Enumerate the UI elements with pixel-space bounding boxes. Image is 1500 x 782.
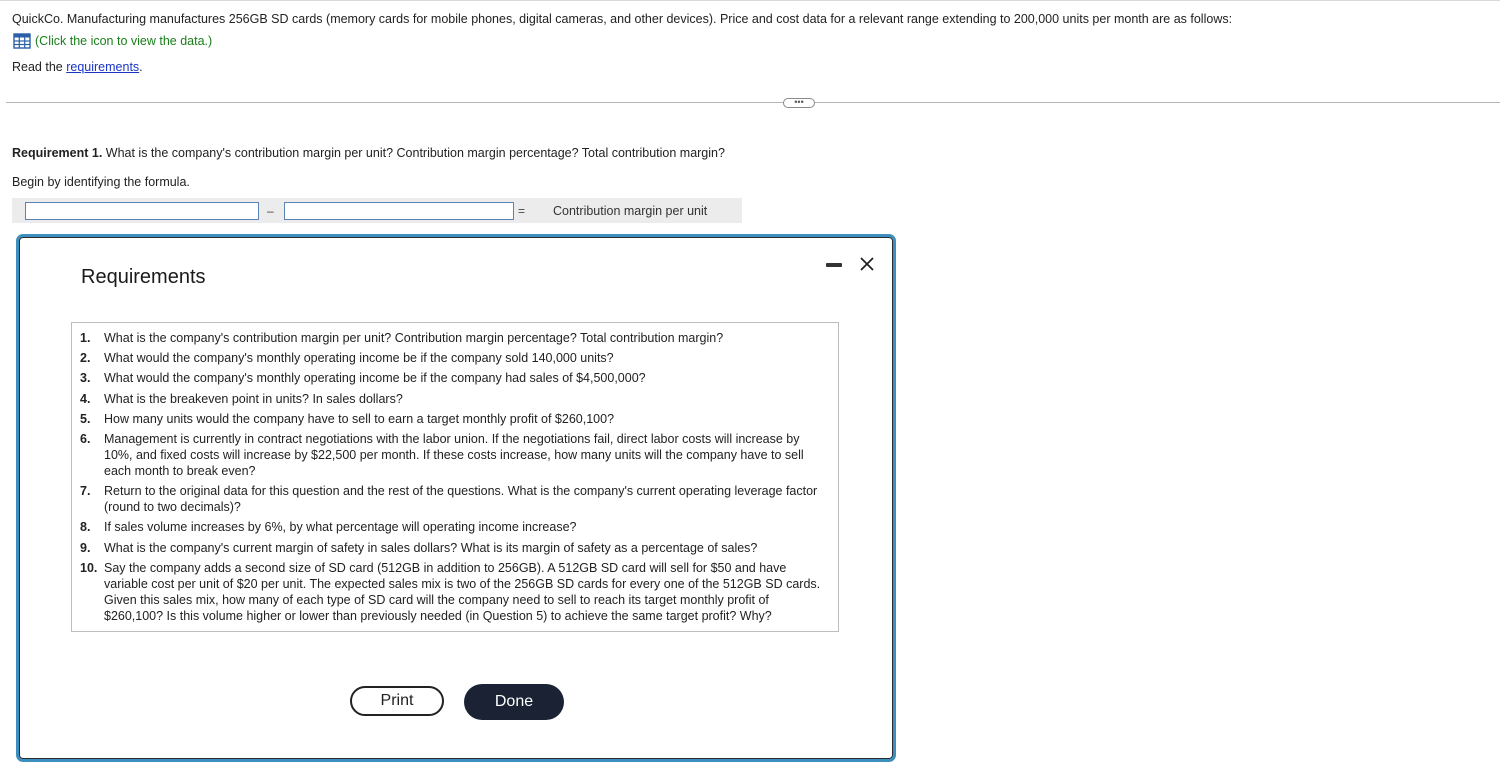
begin-instruction: Begin by identifying the formula. <box>12 175 190 189</box>
equals-operator: = <box>518 204 526 218</box>
requirement-number: 7. <box>80 484 91 499</box>
requirement-text: If sales volume increases by 6%, by what percentage will operating income increase? <box>104 520 577 535</box>
intro-text: QuickCo. Manufacturing manufactures 256GB SD cards (memory cards for mobile phones, digital cameras, and other devices). Price and cost data for a relevant range extending to 200,000 units per month are as follows: <box>12 12 1233 26</box>
requirement-text: What is the breakeven point in units? In sales dollars? <box>104 391 403 406</box>
requirement-number: 2. <box>80 351 91 366</box>
minus-operator: – <box>267 204 274 218</box>
requirement-text: Return to the original data for this question and the rest of the questions. What is the company's current operating leverage factor (round to two decimals)? <box>104 484 818 515</box>
formula-result-label: Contribution margin per unit <box>553 204 708 218</box>
requirements-link[interactable]: requirements <box>66 60 140 74</box>
requirement-item <box>80 330 828 346</box>
view-data-link[interactable] <box>13 33 212 49</box>
close-icon[interactable] <box>859 255 875 273</box>
requirement-item <box>80 391 828 407</box>
requirement-number: 3. <box>80 371 91 386</box>
modal-title: Requirements <box>81 266 206 288</box>
requirements-modal <box>16 234 896 762</box>
section-divider <box>6 102 1500 103</box>
requirement-number: 6. <box>80 431 91 446</box>
requirement-item <box>80 540 828 556</box>
read-requirements-suffix: . <box>139 60 143 74</box>
requirement-number: 10. <box>80 560 98 575</box>
requirement-1-text: What is the company's contribution margin per unit? Contribution margin percentage? Total contribution margin? <box>102 146 725 160</box>
expand-collapse-button[interactable]: ••• <box>783 98 815 108</box>
formula-row <box>12 198 742 223</box>
requirement-item <box>80 560 828 624</box>
requirement-item <box>80 350 828 366</box>
read-requirements-prefix: Read the <box>12 60 67 74</box>
read-requirements <box>12 59 143 75</box>
view-data-label[interactable]: (Click the icon to view the data.) <box>35 34 213 48</box>
requirement-1-prompt <box>12 145 725 161</box>
requirement-1-label: Requirement 1. <box>12 146 103 160</box>
requirement-item <box>80 519 828 535</box>
requirement-number: 9. <box>80 540 91 555</box>
requirement-text: What would the company's monthly operating income be if the company had sales of $4,500,000? <box>104 371 646 386</box>
requirement-item <box>80 483 828 515</box>
table-grid-icon[interactable] <box>13 33 31 49</box>
print-button[interactable]: Print <box>350 686 444 716</box>
requirement-text: What would the company's monthly operating income be if the company sold 140,000 units? <box>104 351 614 366</box>
top-rule <box>0 0 1500 1</box>
requirement-item <box>80 431 828 479</box>
requirement-number: 4. <box>80 391 91 406</box>
formula-input-1[interactable] <box>25 202 259 220</box>
requirement-number: 1. <box>80 331 91 345</box>
requirement-number: 8. <box>80 520 91 535</box>
requirement-text: What is the company's current margin of safety in sales dollars? What is its margin of safety as a percentage of sales? <box>104 540 758 555</box>
requirement-item <box>80 411 828 427</box>
requirement-text: What is the company's contribution margin per unit? Contribution margin percentage? Total contribution margin? <box>104 331 724 345</box>
requirement-text: Say the company adds a second size of SD card (512GB in addition to 256GB). A 512GB SD card will sell for $50 and have variable cost per unit of $20 per unit. The expected sales mix is two of the 256GB SD cards for every one of the 512GB SD cards. Given this sales mix, how many of each type of SD card will the company need to sell to reach its target monthly profit of $260,100? Is this volume higher or lower than previously needed (in Question 5) to achieve the same target profit? Why? <box>104 560 821 623</box>
requirement-item <box>80 370 828 386</box>
requirement-text: How many units would the company have to sell to earn a target monthly profit of $260,100? <box>104 411 615 426</box>
requirements-list-box <box>71 322 839 632</box>
minimize-icon[interactable] <box>826 263 842 267</box>
requirements-list <box>72 323 838 624</box>
requirement-text: Management is currently in contract negotiations with the labor union. If the negotiations fail, direct labor costs will increase by 10%, and fixed costs will increase by $22,500 per month. If these costs increase, how many units will the company have to sell each month to break even? <box>104 431 804 478</box>
formula-input-2[interactable] <box>284 202 514 220</box>
requirement-number: 5. <box>80 411 91 426</box>
done-button[interactable]: Done <box>464 684 564 720</box>
